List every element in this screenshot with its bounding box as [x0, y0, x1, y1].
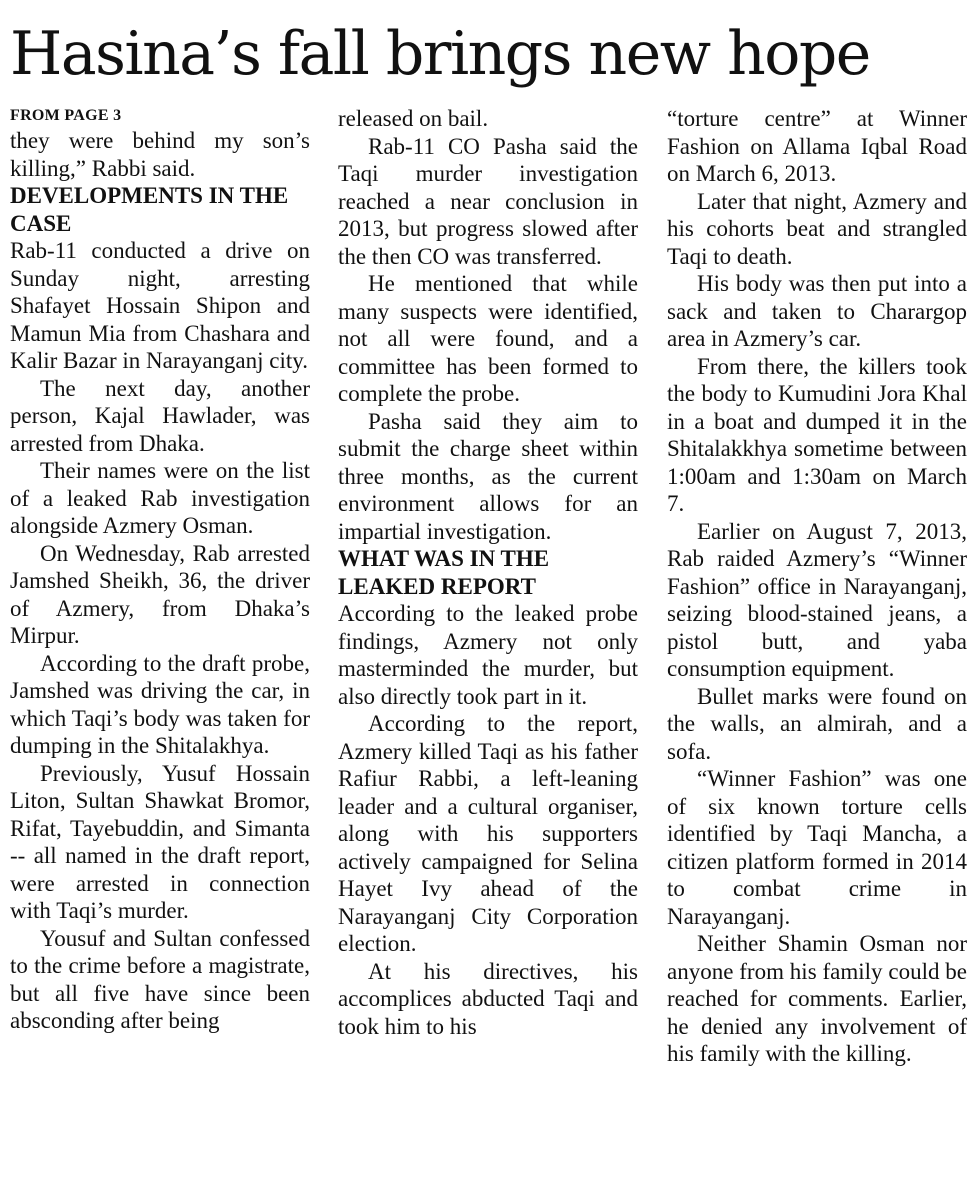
paragraph: Neither Shamin Osman nor anyone from his family could be reached for comments. Earlier, he denied any involvement of his family with the killing. — [667, 931, 967, 1066]
article-column-1 — [10, 105, 310, 1035]
paragraph: released on bail. — [338, 106, 489, 131]
paragraph: The next day, another person, Kajal Hawlader, was arrested from Dhaka. — [10, 375, 310, 456]
paragraph: On Wednesday, Rab arrested Jamshed Sheikh, 36, the driver of Azmery, from Dhaka’s Mirpur. — [10, 540, 310, 648]
paragraph: “torture centre” at Winner Fashion on Allama Iqbal Road on March 6, 2013. — [667, 106, 967, 186]
paragraph: His body was then put into a sack and taken to Charargop area in Azmery’s car. — [667, 271, 967, 351]
article-column-3 — [667, 105, 967, 1068]
paragraph: At his directives, his accomplices abducted Taqi and took him to his — [338, 958, 638, 1039]
paragraph: Rab-11 conducted a drive on Sunday night, arresting Shafayet Hossain Shipon and Mamun Mia from Chashara and Kalir Bazar in Narayanganj city. — [10, 238, 310, 373]
article-column-2 — [338, 105, 638, 1040]
continuation-kicker: FROM PAGE 3 — [10, 107, 122, 124]
paragraph: He mentioned that while many suspects were identified, not all were found, and a committee has been formed to complete the probe. — [338, 271, 638, 406]
subheading: DEVELOPMENTS IN THE CASE — [10, 183, 289, 236]
paragraph: Earlier on August 7, 2013, Rab raided Azmery’s “Winner Fashion” office in Narayanganj, seizing blood-stained jeans, a pistol butt, and yaba consumption equipment. — [667, 518, 967, 681]
paragraph: Rab-11 CO Pasha said the Taqi murder investigation reached a near conclusion in 2013, but progress slowed after the then CO was transferred. — [338, 133, 638, 269]
paragraph: Later that night, Azmery and his cohorts beat and strangled Taqi to death. — [667, 188, 967, 269]
paragraph: According to the report, Azmery killed Taqi as his father Rafiur Rabbi, a left-leaning leader and a cultural organiser, along with his supporters actively campaigned for Selina Hayet Ivy ahead of the Narayanganj City Corporation election. — [338, 711, 638, 956]
paragraph: Pasha said they aim to submit the charge sheet within three months, as the current environment allows for an impartial investigation. — [338, 408, 638, 544]
paragraph: Previously, Yusuf Hossain Liton, Sultan Shawkat Bromor, Rifat, Tayebuddin, and Simanta -- all named in the draft report, were arrested in connection with Taqi’s murder. — [10, 760, 310, 923]
paragraph: According to the leaked probe findings, Azmery not only masterminded the murder, but also directly took part in it. — [338, 601, 638, 709]
paragraph: Their names were on the list of a leaked Rab investigation alongside Azmery Osman. — [10, 458, 310, 538]
paragraph: “Winner Fashion” was one of six known torture cells identified by Taqi Mancha, a citizen platform formed in 2014 to combat crime in Narayanganj. — [667, 766, 967, 929]
headline: Hasina’s fall brings new hope — [10, 19, 870, 89]
paragraph: According to the draft probe, Jamshed was driving the car, in which Taqi’s body was taken for dumping in the Shitalakhya. — [10, 650, 310, 758]
paragraph: Yousuf and Sultan confessed to the crime before a magistrate, but all five have since been absconding after being — [10, 925, 310, 1033]
paragraph: Bullet marks were found on the walls, an almirah, and a sofa. — [667, 683, 967, 764]
paragraph: From there, the killers took the body to Kumudini Jora Khal in a boat and dumped it in the Shitalakkhya sometime between 1:00am and 1:30am on March 7. — [667, 353, 967, 516]
subheading: WHAT WAS IN THE LEAKED REPORT — [338, 546, 550, 599]
paragraph: they were behind my son’s killing,” Rabbi said. — [10, 128, 310, 181]
